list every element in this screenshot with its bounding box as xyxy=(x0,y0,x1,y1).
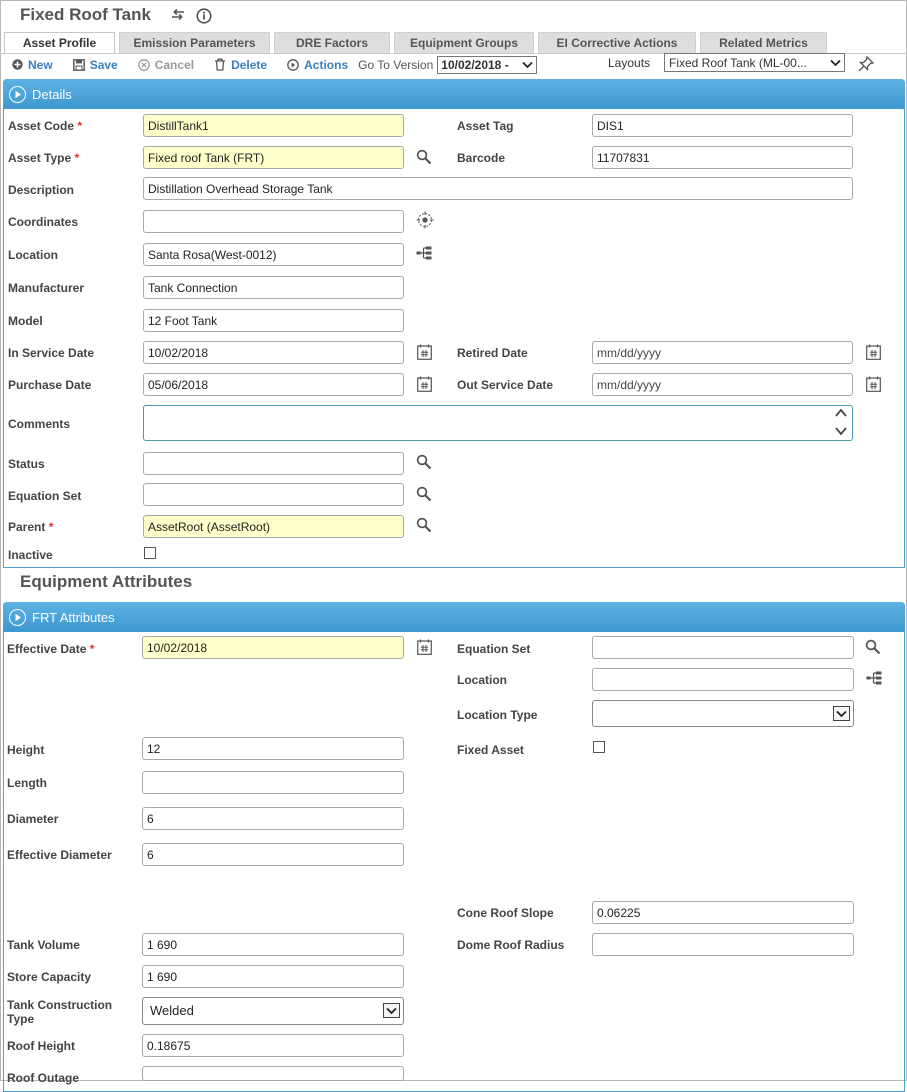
store-capacity-field[interactable]: 1 690 xyxy=(142,965,404,988)
plus-icon xyxy=(12,59,23,70)
tank-construction-type-label xyxy=(7,998,112,1026)
status-field[interactable] xyxy=(143,452,404,475)
cancel-label: Cancel xyxy=(154,57,195,72)
asset-tag-label: Asset Tag xyxy=(457,119,514,133)
chevron-down-icon xyxy=(833,706,850,721)
comments-textarea[interactable] xyxy=(143,405,853,441)
layouts-value: Fixed Roof Tank (ML-00... xyxy=(669,55,807,70)
location-field[interactable]: Santa Rosa(West-0012) xyxy=(143,243,404,266)
in-service-date-field[interactable]: 10/02/2018 xyxy=(143,341,404,364)
chevron-down-icon xyxy=(383,1003,400,1018)
page-title: Fixed Roof Tank xyxy=(20,5,151,24)
hierarchy-icon[interactable] xyxy=(866,671,882,688)
description-field[interactable]: Distillation Overhead Storage Tank xyxy=(143,177,853,200)
length-field[interactable] xyxy=(142,771,404,794)
cone-roof-slope-field[interactable]: 0.06225 xyxy=(592,901,854,924)
toolbar xyxy=(12,55,537,74)
pin-icon[interactable] xyxy=(857,55,875,76)
roof-height-field[interactable]: 0.18675 xyxy=(142,1034,404,1057)
parent-label xyxy=(8,520,53,534)
search-icon[interactable] xyxy=(865,639,881,658)
purchase-date-label: Purchase Date xyxy=(8,378,92,392)
version-select[interactable] xyxy=(437,56,537,74)
effective-diameter-field[interactable]: 6 xyxy=(142,843,404,866)
asset-tag-field[interactable]: DIS1 xyxy=(592,114,853,137)
description-label: Description xyxy=(8,183,75,197)
tab-asset-profile[interactable]: Asset Profile xyxy=(4,32,115,54)
frt-location-field[interactable] xyxy=(592,668,854,691)
actions-label: Actions xyxy=(304,57,349,72)
diameter-label: Diameter xyxy=(7,812,59,826)
location-type-select[interactable] xyxy=(592,700,854,727)
target-icon[interactable] xyxy=(416,211,434,232)
in-service-date-label: In Service Date xyxy=(8,346,95,360)
title-actions xyxy=(170,8,212,24)
tab-emission-parameters[interactable]: Emission Parameters xyxy=(119,32,270,53)
roof-outage-field[interactable] xyxy=(142,1066,404,1081)
roof-height-label: Roof Height xyxy=(7,1039,75,1053)
model-label: Model xyxy=(8,314,43,328)
new-label: New xyxy=(28,57,53,72)
parent-field[interactable]: AssetRoot (AssetRoot) xyxy=(143,515,404,538)
cancel-button[interactable] xyxy=(138,58,194,72)
tab-related-metrics[interactable]: Related Metrics xyxy=(700,32,827,53)
purchase-date-field[interactable]: 05/06/2018 xyxy=(143,373,404,396)
undo-icon[interactable] xyxy=(170,9,186,23)
frt-attributes-title: FRT Attributes xyxy=(32,609,115,625)
tab-dre-factors[interactable]: DRE Factors xyxy=(274,32,390,53)
tab-equipment-groups[interactable]: Equipment Groups xyxy=(394,32,534,53)
retired-date-label: Retired Date xyxy=(457,346,528,360)
calendar-icon[interactable] xyxy=(417,639,432,658)
tank-construction-type-select[interactable] xyxy=(142,997,404,1025)
out-service-date-field[interactable]: mm/dd/yyyy xyxy=(592,373,853,396)
calendar-icon[interactable] xyxy=(866,344,881,363)
store-capacity-label: Store Capacity xyxy=(7,970,92,984)
manufacturer-label: Manufacturer xyxy=(8,281,85,295)
new-button[interactable] xyxy=(12,58,53,72)
search-icon[interactable] xyxy=(416,149,432,168)
equation-set-field[interactable] xyxy=(143,483,404,506)
cancel-icon xyxy=(138,59,150,71)
required-marker: * xyxy=(74,151,80,165)
asset-type-field[interactable]: Fixed roof Tank (FRT) xyxy=(143,146,404,169)
save-button[interactable] xyxy=(73,58,118,72)
dome-roof-radius-label: Dome Roof Radius xyxy=(457,938,565,952)
tab-bar xyxy=(4,32,827,53)
asset-type-label xyxy=(8,151,79,165)
location-type-label: Location Type xyxy=(457,708,538,722)
coordinates-label: Coordinates xyxy=(8,215,79,229)
frt-attributes-header[interactable] xyxy=(3,602,905,632)
effective-diameter-label: Effective Diameter xyxy=(7,848,112,862)
actions-button[interactable] xyxy=(287,58,348,72)
expand-icon xyxy=(9,86,26,103)
required-marker: * xyxy=(77,119,83,133)
tab-ei-corrective-actions[interactable]: EI Corrective Actions xyxy=(538,32,696,53)
search-icon[interactable] xyxy=(416,486,432,505)
frt-equation-set-field[interactable] xyxy=(592,636,854,659)
info-icon[interactable] xyxy=(196,8,212,24)
fixed-asset-checkbox[interactable] xyxy=(593,741,605,753)
asset-code-label xyxy=(8,119,82,133)
chevron-down-icon xyxy=(522,61,533,69)
go-to-version-label: Go To Version xyxy=(358,57,434,72)
effective-date-field[interactable]: 10/02/2018 xyxy=(142,636,404,659)
delete-button[interactable] xyxy=(214,58,267,72)
effective-date-label xyxy=(7,642,94,656)
version-value: 10/02/2018 - xyxy=(441,57,509,72)
equipment-attributes-title: Equipment Attributes xyxy=(20,572,193,591)
model-field[interactable]: 12 Foot Tank xyxy=(143,309,404,332)
comments-label: Comments xyxy=(8,417,71,431)
asset-code-label-text: Asset Code xyxy=(8,119,75,133)
tank-construction-type-label-line2: Type xyxy=(7,1012,35,1026)
required-marker: * xyxy=(48,520,54,534)
trash-icon xyxy=(214,58,226,71)
search-icon[interactable] xyxy=(416,454,432,473)
equation-set-label: Equation Set xyxy=(8,489,82,503)
tank-construction-type-value: Welded xyxy=(150,1003,194,1018)
layouts-label: Layouts xyxy=(608,56,651,70)
dome-roof-radius-field[interactable] xyxy=(592,933,854,956)
scroll-arrows-icon[interactable] xyxy=(834,407,848,440)
roof-outage-label: Roof Outage xyxy=(7,1071,79,1085)
required-marker: * xyxy=(89,642,95,656)
asset-type-label-text: Asset Type xyxy=(8,151,72,165)
diameter-field[interactable]: 6 xyxy=(142,807,404,830)
parent-label-text: Parent xyxy=(8,520,46,534)
save-label: Save xyxy=(89,57,118,72)
retired-date-field[interactable]: mm/dd/yyyy xyxy=(592,341,853,364)
calendar-icon[interactable] xyxy=(866,376,881,395)
delete-label: Delete xyxy=(231,57,268,72)
barcode-label: Barcode xyxy=(457,151,506,165)
asset-code-field[interactable]: DistillTank1 xyxy=(143,114,404,137)
calendar-icon[interactable] xyxy=(417,344,432,363)
tank-volume-field[interactable]: 1 690 xyxy=(142,933,404,956)
inactive-checkbox[interactable] xyxy=(144,547,156,559)
height-label: Height xyxy=(7,743,45,757)
inactive-label: Inactive xyxy=(8,548,53,562)
tank-construction-type-label-line1: Tank Construction xyxy=(7,998,113,1012)
layouts-select[interactable] xyxy=(664,53,845,72)
chevron-down-icon xyxy=(830,59,841,67)
status-label: Status xyxy=(8,457,45,471)
play-icon xyxy=(287,59,299,71)
height-field[interactable]: 12 xyxy=(142,737,404,760)
tank-volume-label: Tank Volume xyxy=(7,938,80,952)
length-label: Length xyxy=(7,776,47,790)
location-label: Location xyxy=(8,248,58,262)
out-service-date-label: Out Service Date xyxy=(457,378,554,392)
manufacturer-field[interactable]: Tank Connection xyxy=(143,276,404,299)
cone-roof-slope-label: Cone Roof Slope xyxy=(457,906,554,920)
fixed-asset-label: Fixed Asset xyxy=(457,743,524,757)
barcode-field[interactable]: 11707831 xyxy=(592,146,853,169)
hierarchy-icon[interactable] xyxy=(416,246,432,263)
search-icon[interactable] xyxy=(416,517,432,536)
calendar-icon[interactable] xyxy=(417,376,432,395)
frt-location-label: Location xyxy=(457,673,507,687)
frt-equation-set-label: Equation Set xyxy=(457,642,531,656)
expand-icon xyxy=(9,609,26,626)
details-header[interactable] xyxy=(3,79,905,109)
save-icon xyxy=(73,59,85,71)
effective-date-label-text: Effective Date xyxy=(7,642,87,656)
details-title: Details xyxy=(32,86,72,102)
coordinates-field[interactable] xyxy=(143,210,404,233)
